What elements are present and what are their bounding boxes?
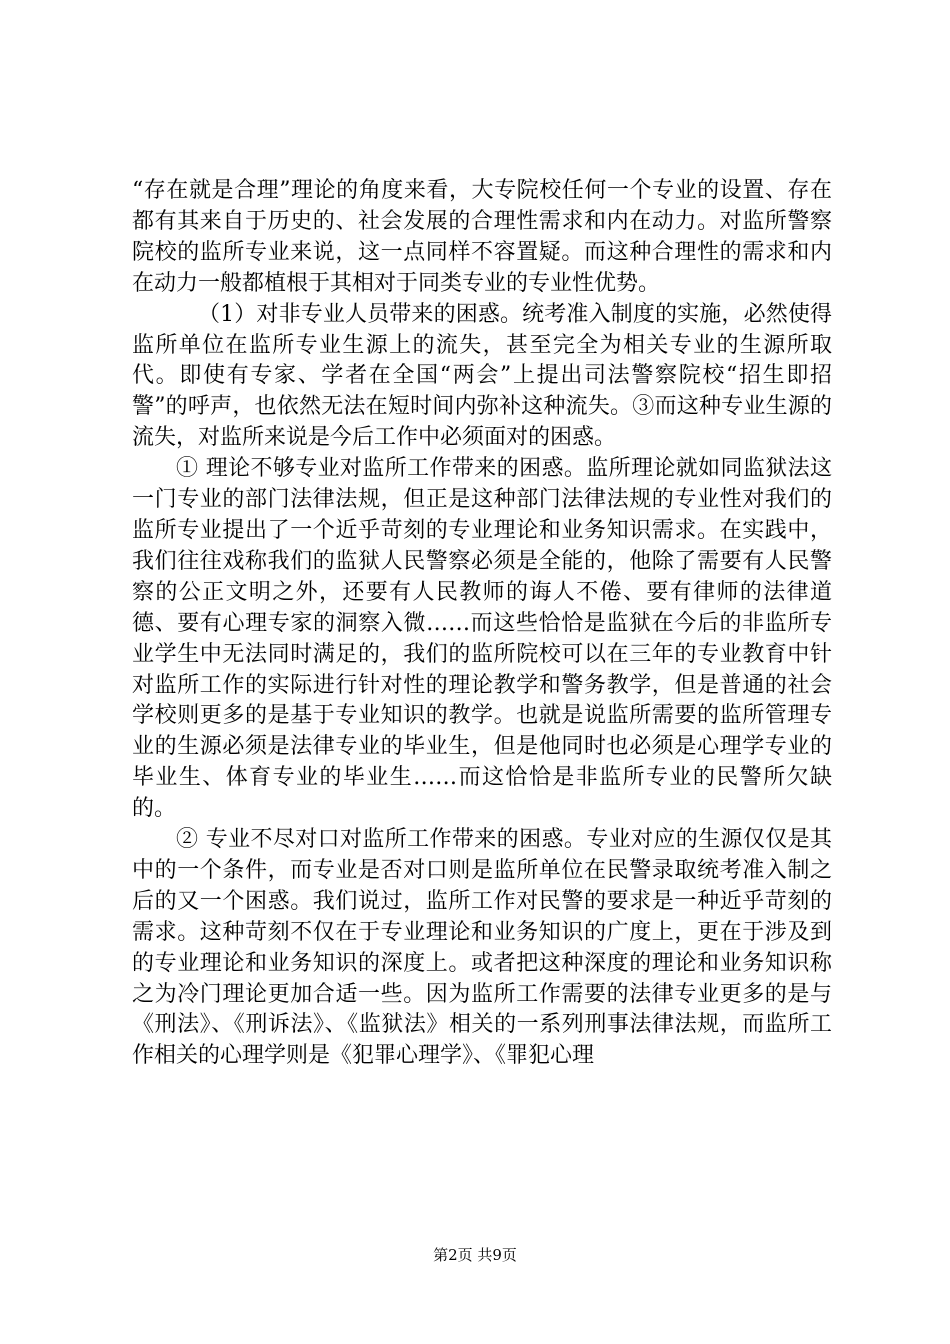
- paragraph-point-circled-1: ① 理论不够专业对监所工作带来的困惑。监所理论就如同监狱法这一门专业的部门法律法规，但正是这种部门法律法规的专业性对我们的监所专业提出了一个近乎苛刻的专业理论和业务知识需求。在实践中，我们往往戏称我们的监狱人民警察必须是全能的，他除了需要有人民警察的公正文明之外，还要有人民教师的诲人不倦、要有律师的法律道德、要有心理专家的洞察入微……而这些恰恰是监狱在今后的非监所专业学生中无法同时满足的，我们的监所院校可以在三年的专业教育中针对监所工作的实际进行针对性的理论教学和警务教学，但是普通的社会学校则更多的是基于专业知识的教学。也就是说监所需要的监所管理专业的生源必须是法律专业的毕业生，但是他同时也必须是心理学专业的毕业生、体育专业的毕业生……而这恰恰是非监所专业的民警所欠缺的。: [132, 456, 832, 822]
- paragraph-point-1: （1）对非专业人员带来的困惑。统考准入制度的实施，必然使得监所单位在监所专业生源上的流失，甚至完全为相关专业的生源所取代。即使有专家、学者在全国“两会”上提出司法警察院校“招生即招警”的呼声，也依然无法在短时间内弥补这种流失。③而这种专业生源的流失，对监所来说是今后工作中必须面对的困惑。: [132, 301, 832, 451]
- paragraph-point-circled-2: ② 专业不尽对口对监所工作带来的困惑。专业对应的生源仅仅是其中的一个条件，而专业是否对口则是监所单位在民警录取统考准入制之后的又一个困惑。我们说过，监所工作对民警的要求是一种近乎苛刻的需求。这种苛刻不仅在于专业理论和业务知识的广度上，更在于涉及到的专业理论和业务知识的深度上。或者把这种深度的理论和业务知识称之为冷门理论更加合适一些。因为监所工作需要的法律专业更多的是与《刑法》、《刑诉法》、《监狱法》相关的一系列刑事法律法规，而监所工作相关的心理学则是《犯罪心理学》、《罪犯心理: [132, 827, 832, 1069]
- document-body: [132, 176, 832, 1072]
- paragraph-intro: “存在就是合理”理论的角度来看，大专院校任何一个专业的设置、存在都有其来自于历史的、社会发展的合理性需求和内在动力。对监所警察院校的监所专业来说，这一点同样不容置疑。而这种合理性的需求和内在动力一般都植根于其相对于同类专业的专业性优势。: [132, 178, 832, 296]
- page-number-footer: 第2页 共9页: [433, 1246, 517, 1264]
